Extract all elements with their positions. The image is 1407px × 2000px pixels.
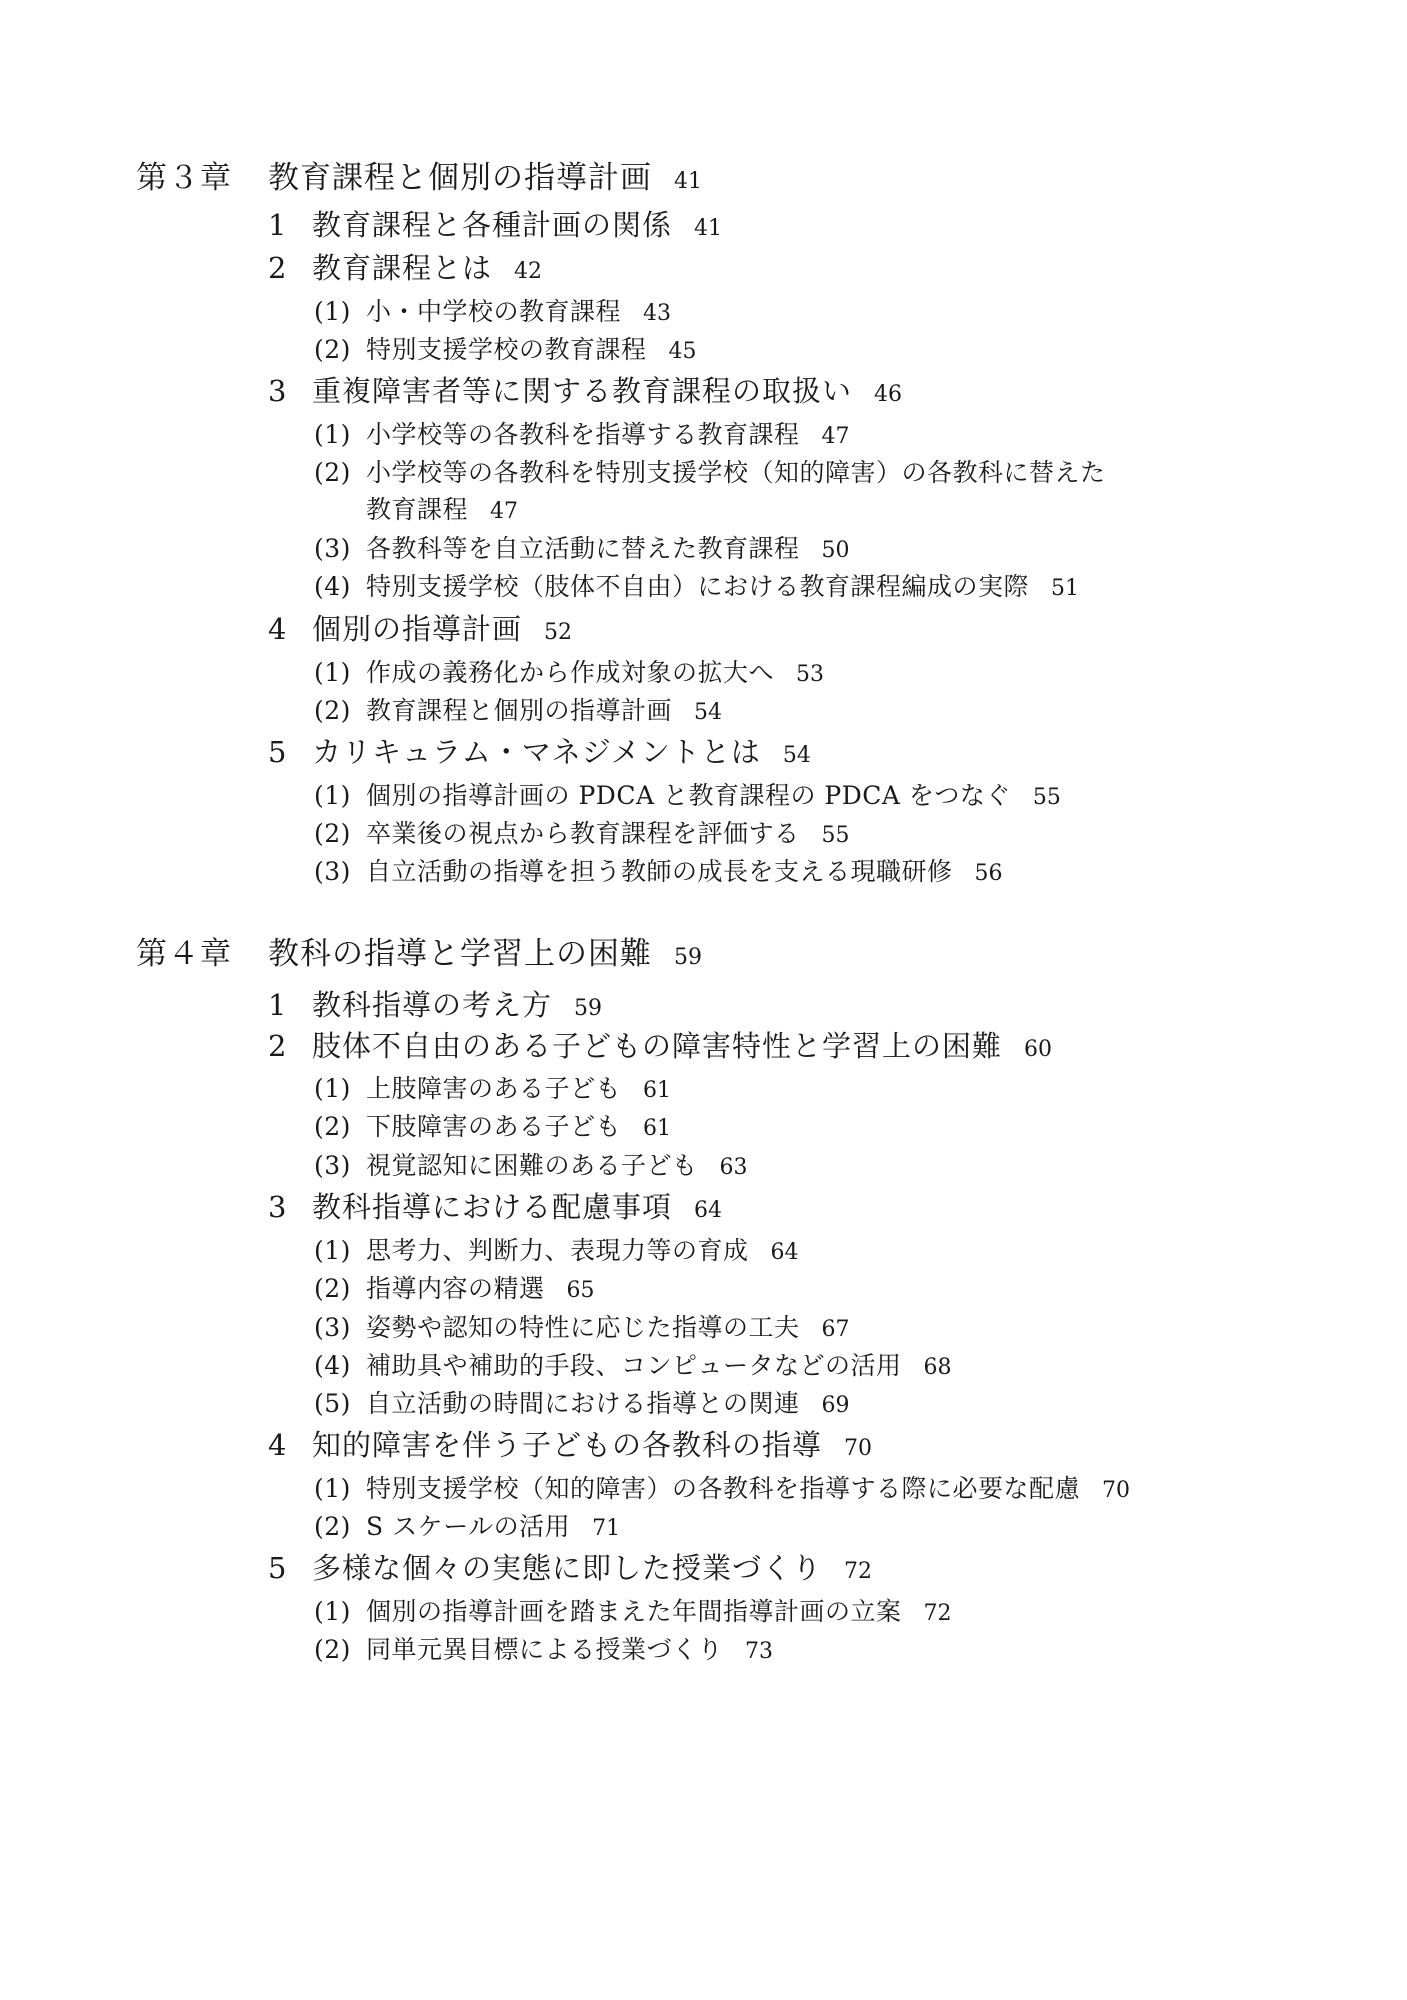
page-number: 54 — [782, 743, 811, 768]
subsection-entry — [314, 335, 697, 365]
subsection-title: 各教科等を自立活動に替えた教育課程 — [366, 534, 800, 563]
subsection-entry — [314, 297, 671, 327]
section-number: 4 — [268, 1428, 288, 1462]
section-title: 重複障害者等に関する教育課程の取扱い — [312, 374, 853, 408]
subsection-entry — [314, 572, 1079, 602]
subsection-entry — [314, 1512, 620, 1542]
subsection-entry — [314, 1074, 671, 1104]
subsection-entry — [314, 1151, 748, 1181]
section-entry — [268, 374, 902, 409]
subsection-title: 指導内容の精選 — [366, 1274, 545, 1303]
subsection-title: 教育課程と個別の指導計画 — [366, 696, 673, 725]
subsection-entry — [314, 1635, 773, 1665]
subsection-number: (5) — [314, 1389, 351, 1418]
section-entry — [268, 1190, 722, 1225]
subsection-number: (2) — [314, 458, 351, 487]
subsection-entry — [314, 1313, 850, 1343]
page-number: 52 — [544, 620, 573, 645]
subsection-number: (3) — [314, 1313, 351, 1342]
chapter-title: 教科の指導と学習上の困難 — [268, 936, 652, 972]
page-number: 41 — [674, 169, 702, 194]
section-number: 5 — [268, 735, 288, 769]
page-number: 70 — [1102, 1478, 1131, 1503]
subsection-number: (4) — [314, 1351, 351, 1380]
subsection-entry — [314, 857, 1003, 887]
subsection-entry — [314, 458, 1106, 488]
page-number: 65 — [566, 1278, 595, 1303]
subsection-number: (2) — [314, 1635, 351, 1664]
section-number: 1 — [268, 208, 288, 242]
subsection-title: S スケールの活用 — [366, 1512, 571, 1541]
chapter-heading — [136, 160, 702, 197]
section-title: 肢体不自由のある子どもの障害特性と学習上の困難 — [312, 1029, 1003, 1063]
section-number: 5 — [268, 1551, 288, 1585]
section-entry — [268, 612, 572, 647]
section-number: 3 — [268, 374, 288, 408]
page-number: 73 — [745, 1639, 774, 1664]
section-title: 個別の指導計画 — [312, 612, 523, 646]
page-number: 54 — [694, 700, 723, 725]
section-entry — [268, 208, 722, 243]
page-number: 64 — [770, 1240, 799, 1265]
section-title: 知的障害を伴う子どもの各教科の指導 — [312, 1428, 823, 1462]
page-number: 55 — [1032, 785, 1061, 810]
page-number: 50 — [821, 538, 850, 563]
subsection-number: (3) — [314, 1151, 351, 1180]
page-number: 43 — [643, 301, 672, 326]
chapter-title: 教育課程と個別の指導計画 — [268, 160, 652, 196]
page-number: 68 — [923, 1355, 952, 1380]
section-title: 教科指導の考え方 — [312, 988, 553, 1022]
subsection-number: (2) — [314, 819, 351, 848]
subsection-number: (1) — [314, 658, 351, 687]
subsection-entry — [314, 658, 824, 688]
subsection-title: 視覚認知に困難のある子ども — [366, 1151, 698, 1180]
section-number: 2 — [268, 1029, 288, 1063]
page-number: 47 — [490, 499, 519, 524]
subsection-number: (2) — [314, 335, 351, 364]
subsection-number: (1) — [314, 1597, 351, 1626]
page-number: 67 — [821, 1317, 850, 1342]
page-number: 47 — [821, 424, 850, 449]
subsection-number: (1) — [314, 1474, 351, 1503]
subsection-title: 自立活動の時間における指導との関連 — [366, 1389, 800, 1418]
section-number: 2 — [268, 251, 288, 285]
page-number: 63 — [719, 1155, 748, 1180]
section-title: 教育課程と各種計画の関係 — [312, 208, 673, 242]
chapter-label: 第３章 — [136, 160, 232, 196]
subsection-number: (2) — [314, 1274, 351, 1303]
subsection-title-continued: 教育課程 — [366, 495, 469, 524]
section-entry — [268, 1029, 1052, 1064]
subsection-title: 作成の義務化から作成対象の拡大へ — [366, 658, 775, 687]
page-number: 53 — [796, 662, 825, 687]
subsection-title: 小・中学校の教育課程 — [366, 297, 622, 326]
subsection-entry — [314, 1474, 1130, 1504]
subsection-entry — [314, 696, 722, 726]
section-number: 4 — [268, 612, 288, 646]
subsection-title: 個別の指導計画の PDCA と教育課程の PDCA をつなぐ — [366, 781, 1011, 810]
section-title: 教科指導における配慮事項 — [312, 1190, 673, 1224]
subsection-entry — [314, 420, 850, 450]
page-number: 71 — [592, 1516, 621, 1541]
page-number: 45 — [668, 339, 697, 364]
subsection-entry — [314, 1389, 850, 1419]
section-number: 1 — [268, 988, 288, 1022]
page-number: 61 — [643, 1116, 672, 1141]
subsection-number: (1) — [314, 1074, 351, 1103]
subsection-title: 補助具や補助的手段、コンピュータなどの活用 — [366, 1351, 902, 1380]
subsection-entry — [314, 781, 1061, 811]
subsection-title: 上肢障害のある子ども — [366, 1074, 622, 1103]
page-number: 59 — [674, 945, 702, 970]
subsection-title: 姿勢や認知の特性に応じた指導の工夫 — [366, 1313, 800, 1342]
page-number: 51 — [1051, 576, 1080, 601]
section-entry — [268, 735, 811, 770]
subsection-title: 自立活動の指導を担う教師の成長を支える現職研修 — [366, 857, 953, 886]
subsection-title: 特別支援学校の教育課程 — [366, 335, 647, 364]
section-entry — [268, 1428, 872, 1463]
subsection-number: (2) — [314, 1112, 351, 1141]
subsection-entry — [314, 1597, 952, 1627]
subsection-number: (1) — [314, 420, 351, 449]
page-number: 64 — [694, 1198, 723, 1223]
subsection-number: (2) — [314, 696, 351, 725]
section-title: カリキュラム・マネジメントとは — [312, 735, 761, 769]
subsection-number: (4) — [314, 572, 351, 601]
subsection-continuation — [366, 495, 518, 525]
subsection-entry — [314, 534, 850, 564]
section-entry — [268, 988, 602, 1023]
page-number: 72 — [923, 1601, 952, 1626]
subsection-number: (1) — [314, 781, 351, 810]
page-number: 55 — [821, 823, 850, 848]
subsection-title: 同単元異目標による授業づくり — [366, 1635, 724, 1664]
subsection-title: 個別の指導計画を踏まえた年間指導計画の立案 — [366, 1597, 902, 1626]
section-entry — [268, 1551, 872, 1586]
section-entry — [268, 251, 542, 286]
subsection-title: 卒業後の視点から教育課程を評価する — [366, 819, 800, 848]
page-number: 72 — [844, 1559, 873, 1584]
chapter-label: 第４章 — [136, 936, 232, 972]
subsection-entry — [314, 1112, 671, 1142]
page-number: 60 — [1024, 1037, 1053, 1062]
subsection-number: (3) — [314, 534, 351, 563]
subsection-number: (2) — [314, 1512, 351, 1541]
subsection-entry — [314, 819, 850, 849]
subsection-title: 特別支援学校（知的障害）の各教科を指導する際に必要な配慮 — [366, 1474, 1081, 1503]
page-number: 59 — [574, 996, 603, 1021]
chapter-heading — [136, 936, 702, 973]
subsection-number: (1) — [314, 297, 351, 326]
subsection-number: (1) — [314, 1236, 351, 1265]
page-number: 70 — [844, 1436, 873, 1461]
subsection-title: 特別支援学校（肢体不自由）における教育課程編成の実際 — [366, 572, 1030, 601]
page-number: 41 — [694, 216, 723, 241]
subsection-entry — [314, 1236, 799, 1266]
page-number: 42 — [514, 259, 543, 284]
subsection-entry — [314, 1351, 952, 1381]
page-number: 61 — [643, 1078, 672, 1103]
page-number: 69 — [821, 1393, 850, 1418]
page-number: 56 — [974, 861, 1003, 886]
section-number: 3 — [268, 1190, 288, 1224]
subsection-number: (3) — [314, 857, 351, 886]
subsection-entry — [314, 1274, 595, 1304]
subsection-title: 小学校等の各教科を指導する教育課程 — [366, 420, 800, 449]
page-number: 46 — [874, 382, 903, 407]
section-title: 教育課程とは — [312, 251, 493, 285]
section-title: 多様な個々の実態に即した授業づくり — [312, 1551, 823, 1585]
subsection-title: 小学校等の各教科を特別支援学校（知的障害）の各教科に替えた — [366, 458, 1106, 487]
subsection-title: 思考力、判断力、表現力等の育成 — [366, 1236, 749, 1265]
subsection-title: 下肢障害のある子ども — [366, 1112, 622, 1141]
